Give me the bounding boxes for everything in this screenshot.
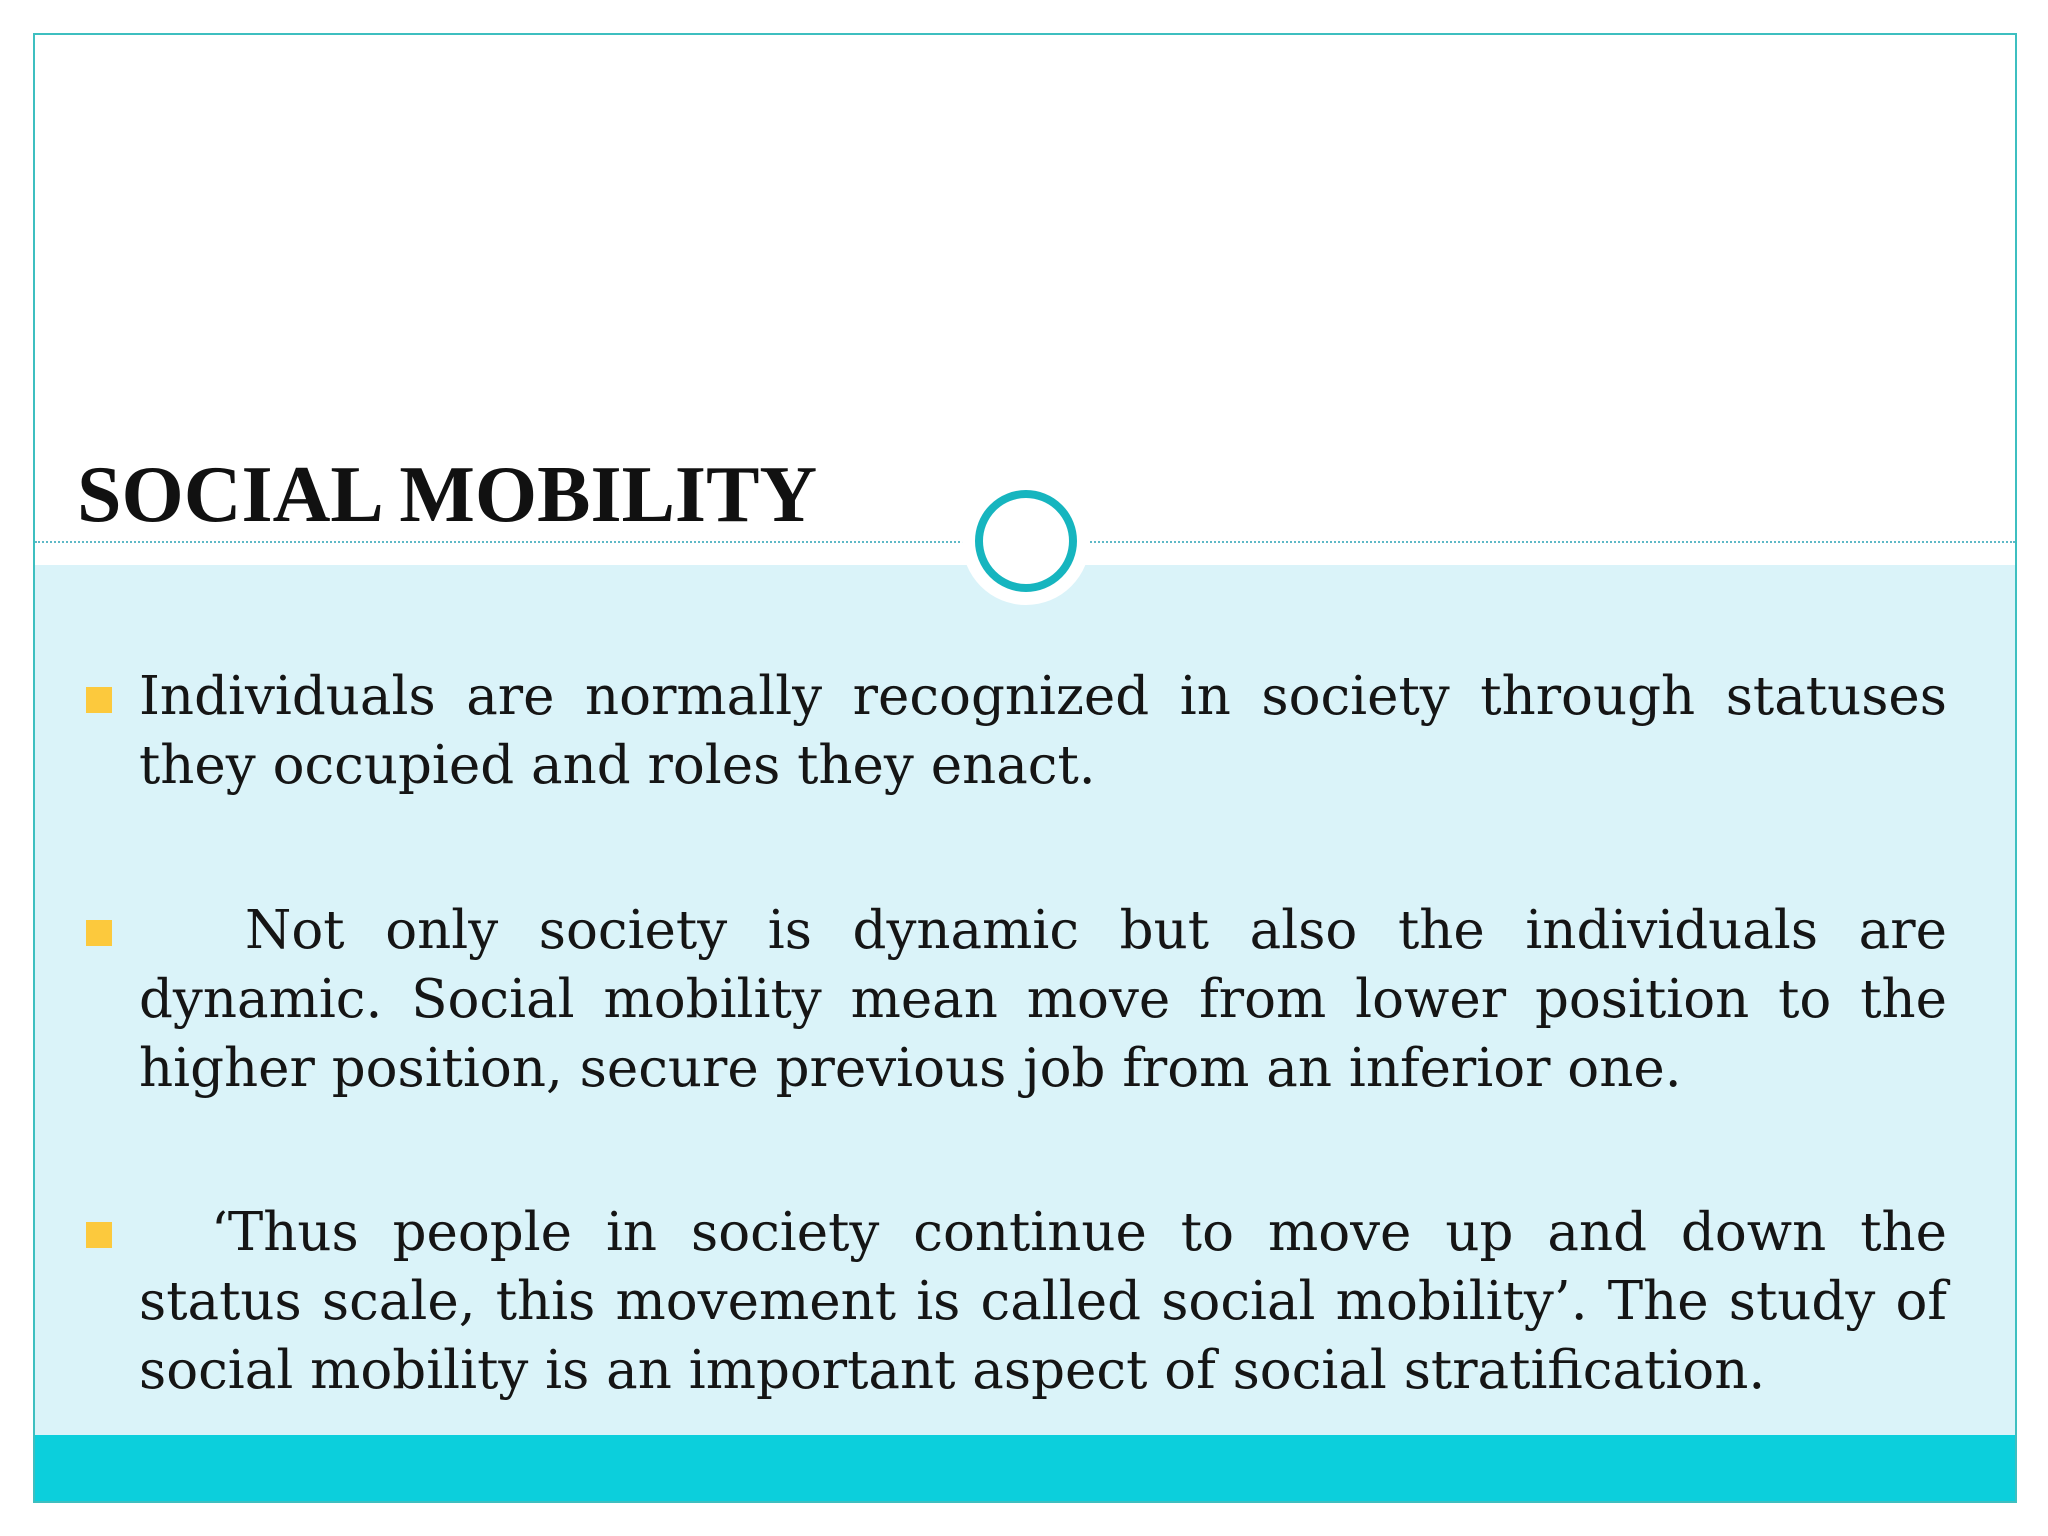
bullet-text-1: Individuals are normally recognized in society through statuses they occupied and roles they enact.	[139, 666, 1947, 796]
bullet-text-2: Not only society is dynamic but also the individuals are dynamic. Social mobility mean move from lower position to the higher position, secure previous job from an inferior one.	[139, 900, 1947, 1099]
square-bullet-icon	[86, 920, 112, 946]
circle-ornament-icon	[975, 490, 1077, 592]
footer-band	[35, 1435, 2015, 1501]
slide-title: SOCIAL MOBILITY	[77, 451, 818, 539]
square-bullet-icon	[86, 687, 112, 713]
bullet-text-3: ‘Thus people in society continue to move up and down the status scale, this movement is called social mobility’. The study of social mobility is an important aspect of social stratification.	[139, 1202, 1947, 1401]
square-bullet-icon	[86, 1222, 112, 1248]
